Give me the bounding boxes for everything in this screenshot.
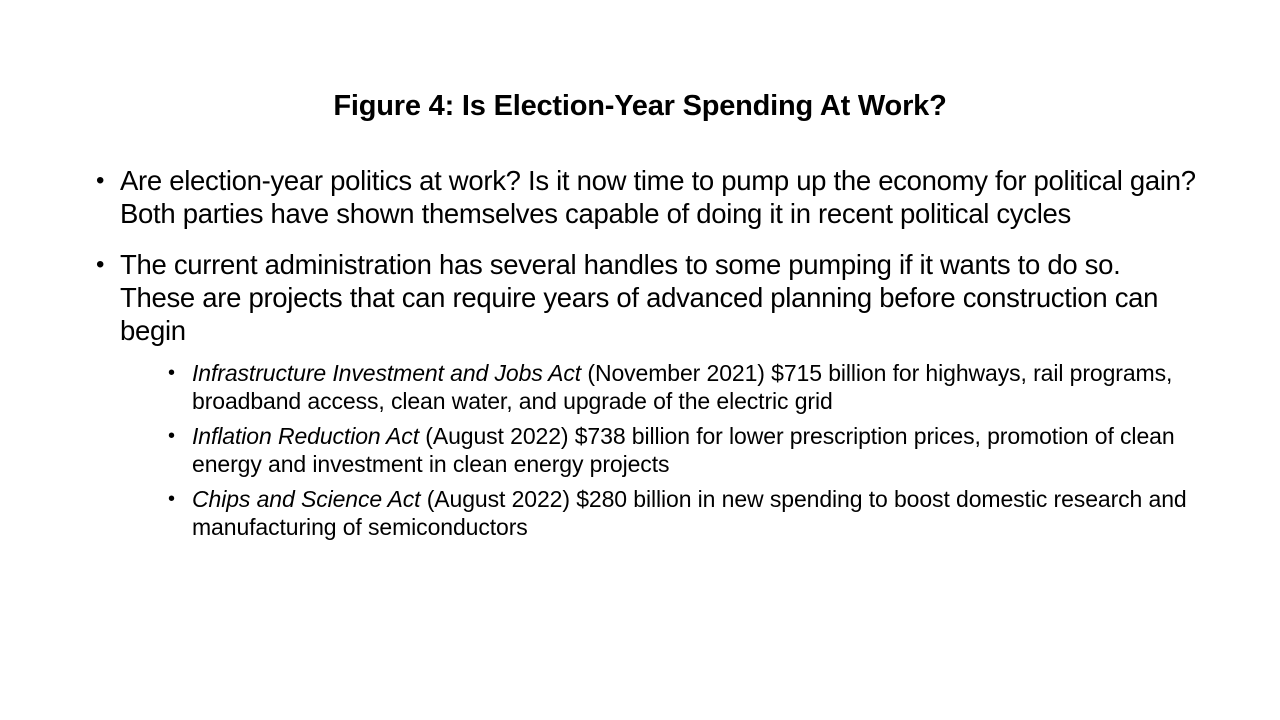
- sub-bullet-item: [168, 485, 1196, 541]
- bullet-item: [96, 164, 1196, 230]
- sub-bullet-icon: •: [168, 425, 175, 447]
- sub-bullet-item: [168, 359, 1196, 415]
- slide-title: Figure 4: Is Election-Year Spending At Work?: [333, 90, 947, 122]
- act-name: Infrastructure Investment and Jobs Act: [192, 360, 582, 386]
- bullet-text: The current administration has several handles to some pumping if it wants to do so. These are projects that can require years of advanced planning before construction can begin: [120, 249, 1159, 346]
- act-name: Inflation Reduction Act: [192, 423, 419, 449]
- bullet-icon: •: [96, 251, 105, 278]
- sub-bullet-list: [168, 359, 1196, 541]
- act-detail: (November 2021) $715 billion for highways, rail programs, broadband access, clean water, and upgrade of the electric grid: [192, 360, 1173, 414]
- bullet-icon: •: [96, 167, 105, 194]
- act-detail: (August 2022) $738 billion for lower prescription prices, promotion of clean energy and investment in clean energy projects: [192, 423, 1175, 477]
- act-detail: (August 2022) $280 billion in new spending to boost domestic research and manufacturing of semiconductors: [192, 486, 1187, 540]
- bullet-item: [96, 248, 1196, 541]
- slide-body: [96, 164, 1196, 541]
- sub-bullet-item: [168, 422, 1196, 478]
- sub-bullet-icon: •: [168, 488, 175, 510]
- sub-bullet-icon: •: [168, 362, 175, 384]
- act-name: Chips and Science Act: [192, 486, 421, 512]
- bullet-text: Are election-year politics at work? Is it now time to pump up the economy for political gain? Both parties have shown themselves capable of doing it in recent political cycles: [120, 165, 1196, 229]
